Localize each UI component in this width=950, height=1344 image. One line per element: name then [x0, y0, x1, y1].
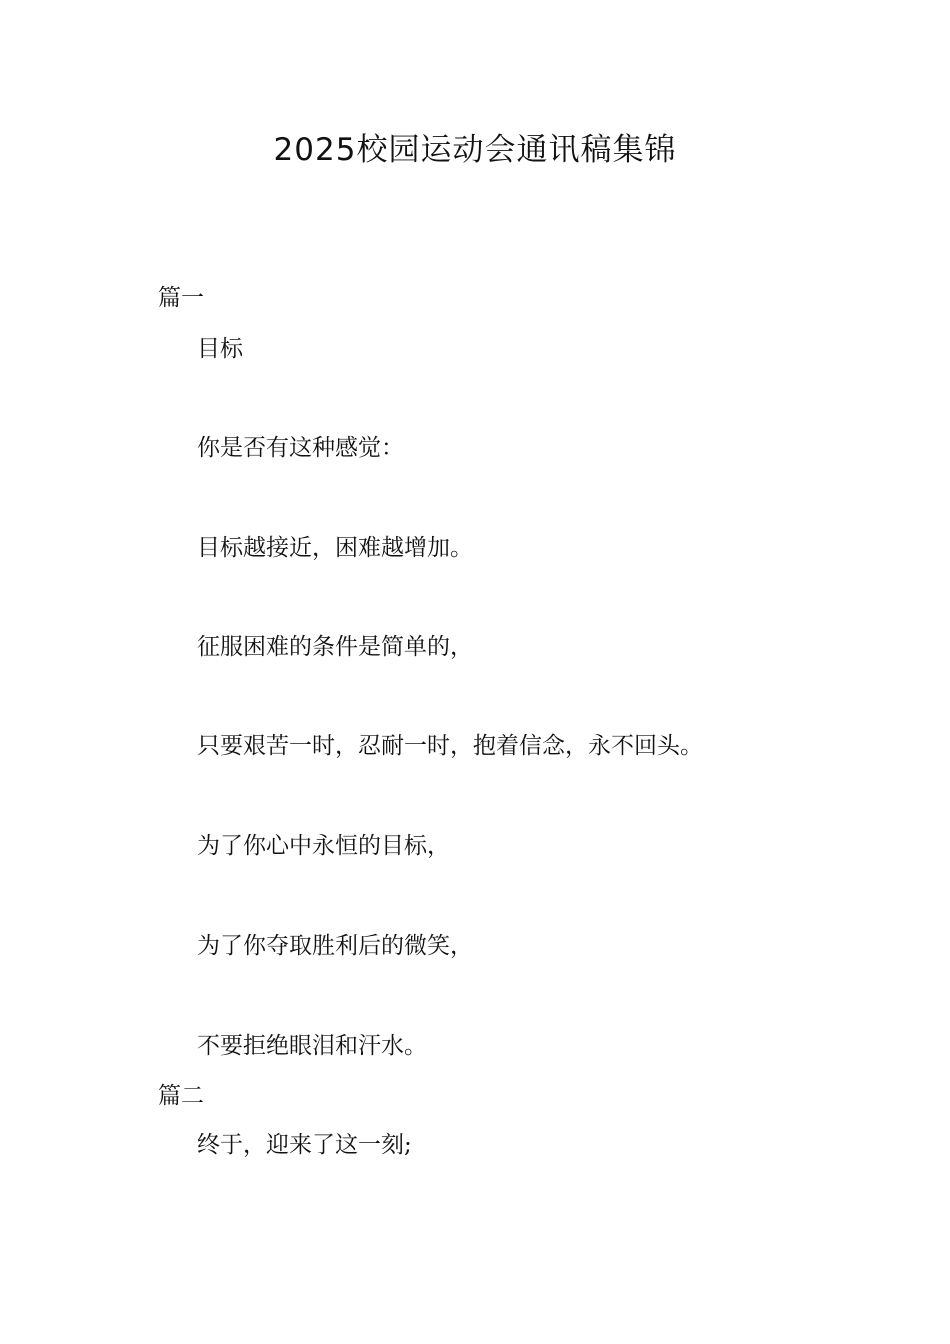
section-heading: 篇二: [158, 1083, 204, 1109]
poem-line: 为了你夺取胜利后的微笑，: [197, 933, 473, 959]
poem-line: 终于，迎来了这一刻;: [197, 1132, 412, 1158]
poem-line: 不要拒绝眼泪和汗水。: [197, 1033, 427, 1059]
poem-line: 目标越接近，困难越增加。: [197, 535, 473, 561]
poem-line: 你是否有这种感觉：: [197, 435, 404, 461]
section-heading: 篇一: [158, 285, 204, 311]
poem-line: 征服困难的条件是简单的，: [197, 634, 473, 660]
poem-line: 为了你心中永恒的目标，: [197, 833, 450, 859]
poem-line: 目标: [197, 336, 243, 362]
poem-line: 只要艰苦一时，忍耐一时，抱着信念，永不回头。: [197, 733, 703, 759]
document-title: 2025校园运动会通讯稿集锦: [273, 132, 677, 168]
